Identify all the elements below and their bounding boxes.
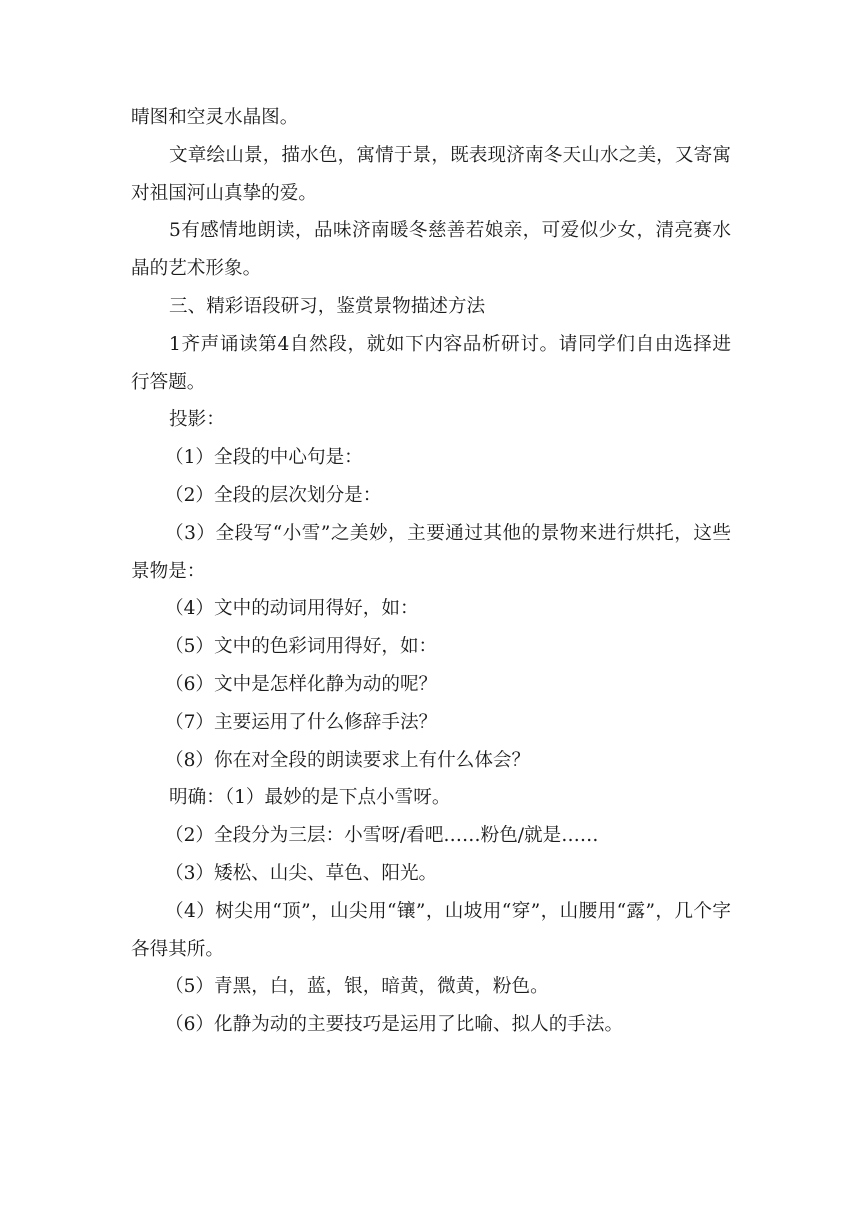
answer-item: （2）全段分为三层：小雪呀/看吧……粉色/就是…… (165, 825, 599, 847)
answer-item: （4）树尖用“顶”，山尖用“镶”，山坡用“穿”，山腰用“露”，几个字各得其所。 (131, 900, 731, 960)
answer-item: 明确：（1）最妙的是下点小雪呀。 (169, 787, 451, 809)
question-item: （2）全段的层次划分是： (165, 484, 382, 506)
paragraph: 晴图和空灵水晶图。 (131, 107, 299, 128)
answer-item: （5）青黑，白，蓝，银，暗黄，微黄，粉色。 (165, 976, 549, 998)
answer-item: （3）矮松、山尖、草色、阳光。 (165, 862, 438, 884)
question-item: （5）文中的色彩词用得好，如： (165, 636, 438, 658)
paragraph: 5有感情地朗读，品味济南暖冬慈善若娘亲，可爱似少女，清亮赛水晶的艺术形象。 (131, 220, 731, 280)
question-item: （1）全段的中心句是： (165, 447, 363, 469)
question-item: （6）文中是怎样化静为动的呢？ (165, 673, 438, 695)
question-item: （4）文中的动词用得好，如： (165, 598, 419, 620)
section-heading: 三、精彩语段研习，鉴赏景物描述方法 (169, 295, 486, 317)
question-item: （7）主要运用了什么修辞手法？ (165, 711, 438, 733)
question-item: （8）你在对全段的朗读要求上有什么体会？ (165, 749, 531, 771)
answer-item: （6）化静为动的主要技巧是运用了比喻、拟人的手法。 (165, 1014, 624, 1036)
paragraph: 1齐声诵读第4自然段，就如下内容品析研讨。请同学们自由选择进行答题。 (131, 333, 731, 393)
paragraph: 投影： (169, 409, 225, 431)
document-body (131, 99, 731, 1044)
paragraph: 文章绘山景，描水色，寓情于景，既表现济南冬天山水之美，又寄寓对祖国河山真挚的爱。 (131, 144, 731, 204)
question-item: （3）全段写“小雪”之美妙，主要通过其他的景物来进行烘托，这些景物是： (131, 522, 731, 582)
